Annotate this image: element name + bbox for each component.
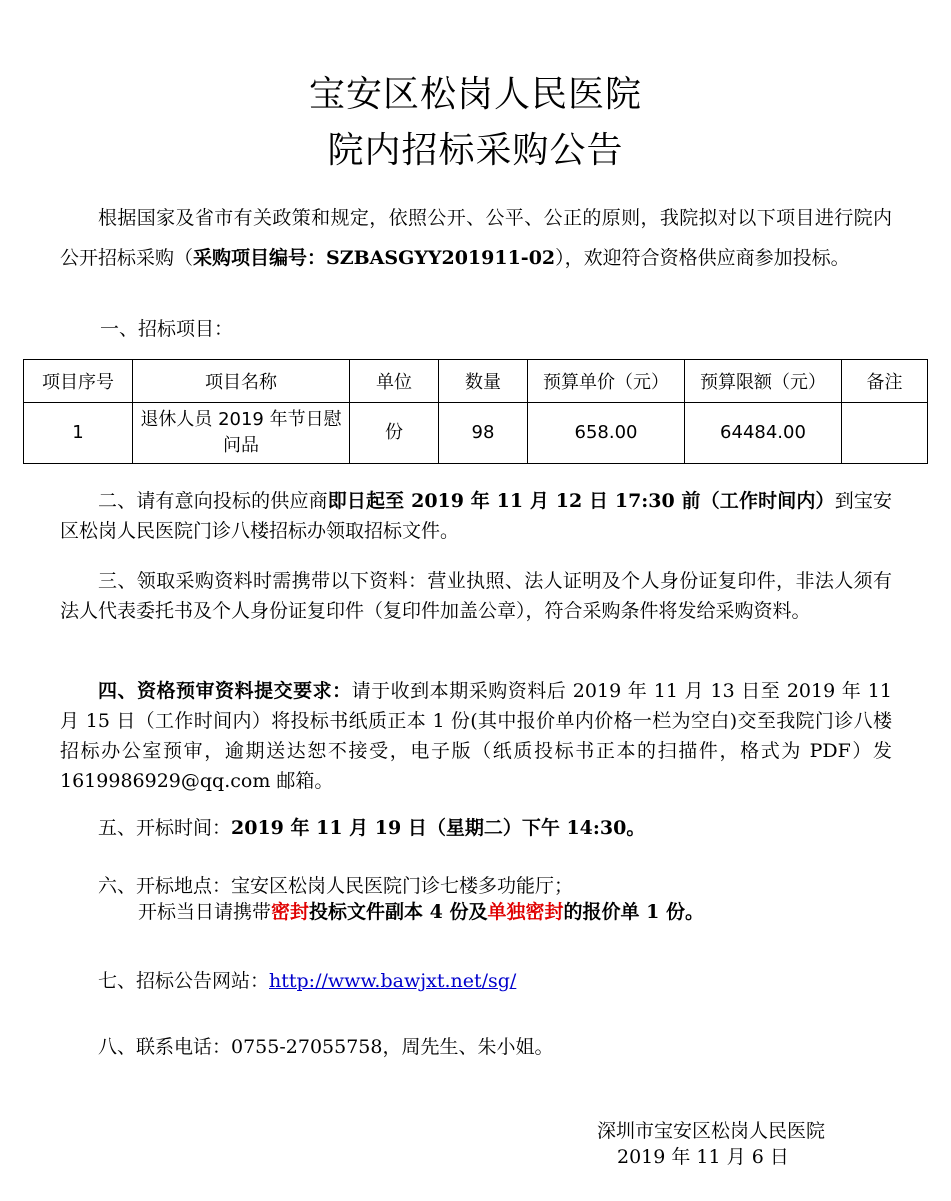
col-header-note: 备注 [842, 360, 928, 403]
section-2-deadline: 即日起至 2019 年 11 月 12 日 17:30 前（工作时间内） [327, 490, 835, 512]
section-5-line [98, 813, 645, 843]
section-3-paragraph: 三、领取采购资料时需携带以下资料：营业执照、法人证明及个人身份证复印件，非法人须有法人代表委托书及个人身份证复印件（复印件加盖公章），符合采购条件将发给采购资料。 [60, 570, 892, 622]
section-2-paragraph [60, 486, 892, 546]
section-1-heading: 一、招标项目： [100, 318, 234, 340]
announcement-website-link[interactable]: http://www.bawjxt.net/sg/ [269, 970, 517, 992]
section-6-text-b: 投标文件副本 4 份及 [309, 901, 488, 923]
cell-name: 退休人员 2019 年节日慰问品 [133, 403, 350, 464]
section-8-line: 八、联系电话：0755-27055758，周先生、朱小姐。 [98, 1036, 554, 1058]
section-5-label: 五、开标时间： [98, 817, 232, 839]
section-6-text-c: 的报价单 1 份。 [563, 901, 704, 923]
cell-note [842, 403, 928, 464]
section-4-heading: 四、资格预审资料提交要求： [98, 680, 352, 702]
table-row [24, 403, 928, 464]
cell-no: 1 [24, 403, 133, 464]
cell-limit: 64484.00 [685, 403, 842, 464]
cell-unit: 份 [350, 403, 439, 464]
section-6-line-2 [138, 897, 704, 927]
section-2-text-b: 到宝安区松岗人民医院门诊八楼招标办领取招标文件。 [60, 490, 892, 542]
col-header-limit: 预算限额（元） [685, 360, 842, 403]
intro-paragraph [60, 198, 892, 278]
announcement-title: 院内招标采购公告 [327, 130, 624, 171]
signature-org: 深圳市宝安区松岗人民医院 [597, 1120, 826, 1142]
separately-sealed-highlight: 单独密封 [487, 901, 564, 923]
hospital-title: 宝安区松岗人民医院 [308, 74, 642, 115]
intro-text-b: ），欢迎符合资格供应商参加投标。 [555, 247, 850, 269]
sealed-highlight: 密封 [271, 901, 310, 923]
section-5-value: 2019 年 11 月 19 日（星期二）下午 14:30。 [231, 817, 646, 839]
section-6-line-1: 六、开标地点：宝安区松岗人民医院门诊七楼多功能厅； [98, 875, 574, 897]
section-6-text-a: 开标当日请携带 [138, 901, 272, 923]
section-7-line [98, 966, 516, 996]
signature-date: 2019 年 11 月 6 日 [617, 1146, 789, 1168]
section-2-text-a: 二、请有意向投标的供应商 [98, 490, 328, 512]
section-4-text: 请于收到本期采购资料后 2019 年 11 月 13 日至 2019 年 11 月 15 日（工作时间内）将投标书纸质正本 1 份(其中报价单内价格一栏为空白)交至我院门诊八楼招标办公室预审，逾期送达恕不接受，电子版（纸质投标书正本的扫描件，格式为 PDF）发 1619986929@qq.com 邮箱。 [60, 680, 892, 792]
project-number: 采购项目编号：SZBASGYY201911-02 [193, 247, 556, 269]
col-header-qty: 数量 [439, 360, 528, 403]
cell-unit-price: 658.00 [528, 403, 685, 464]
intro-text-a: 根据国家及省市有关政策和规定，依照公开、公平、公正的原则，我院拟对以下项目进行院内公开招标采购（ [60, 207, 892, 269]
table-header-row [24, 360, 928, 403]
col-header-name: 项目名称 [133, 360, 350, 403]
section-7-label: 七、招标公告网站： [98, 970, 270, 992]
col-header-unit-price: 预算单价（元） [528, 360, 685, 403]
bid-items-table [23, 359, 928, 464]
cell-qty: 98 [439, 403, 528, 464]
col-header-no: 项目序号 [24, 360, 133, 403]
section-4-paragraph [60, 676, 892, 796]
col-header-unit: 单位 [350, 360, 439, 403]
